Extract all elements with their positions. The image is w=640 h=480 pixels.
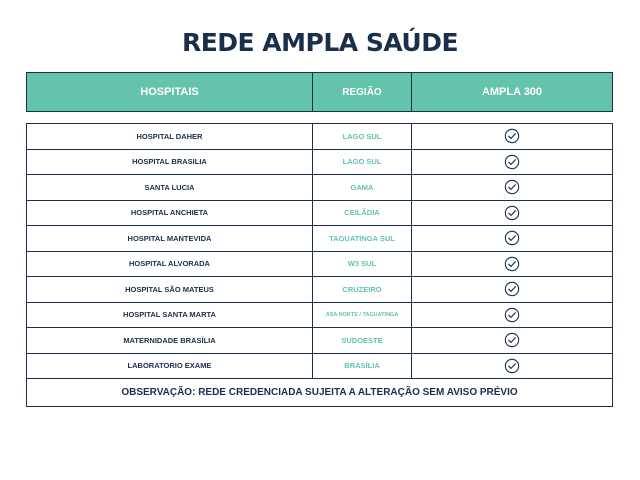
hospital-name: LABORATORIO EXAME [127, 361, 212, 371]
page-title: REDE AMPLA SAÚDE [181, 28, 459, 57]
region-name: LAGO SUL [312, 124, 411, 149]
check-icon [411, 252, 612, 277]
table-header [26, 72, 613, 112]
hospital-name: HOSPITAL SANTA MARTA [123, 310, 216, 320]
region-name: W3 SUL [312, 252, 411, 277]
table-row [27, 302, 612, 328]
check-icon [411, 201, 612, 226]
check-icon [411, 303, 612, 328]
check-icon [411, 124, 612, 149]
hospital-name: HOSPITAL MANTEVIDA [127, 233, 212, 243]
hospital-table [26, 123, 613, 407]
region-name: GAMA [312, 175, 411, 200]
hospital-name: HOSPITAL ANCHIETA [130, 208, 209, 218]
check-icon [411, 354, 612, 379]
region-name: LAGO SUL [312, 150, 411, 175]
region-name: CRUZEIRO [312, 277, 411, 302]
region-name: CEILÂDIA [312, 201, 411, 226]
region-name: SUDOESTE [312, 328, 411, 353]
table-row [27, 353, 612, 379]
header-regiao: REGIÃO [312, 73, 411, 111]
table-row [27, 251, 612, 277]
table-row [27, 174, 612, 200]
region-name: TAGUATINGA SUL [312, 226, 411, 251]
hospital-name: SANTA LUCIA [144, 182, 195, 192]
check-icon [411, 226, 612, 251]
disclaimer-note: OBSERVAÇÃO: REDE CREDENCIADA SUJEITA A ALTERAÇÃO SEM AVISO PRÉVIO [27, 378, 612, 406]
hospital-name: HOSPITAL DAHER [136, 131, 203, 141]
hospital-name: HOSPITAL ALVORADA [129, 259, 210, 269]
header-ampla-300: AMPLA 300 [411, 73, 612, 111]
table-row [27, 124, 612, 149]
hospital-name: MATERNIDADE BRASÍLIA [123, 335, 216, 345]
check-icon [411, 328, 612, 353]
table-row [27, 276, 612, 302]
check-icon [411, 150, 612, 175]
table-row [27, 200, 612, 226]
table-row [27, 149, 612, 175]
table-row [27, 225, 612, 251]
hospital-name: HOSPITAL SÃO MATEUS [125, 284, 214, 294]
region-name: ASA NORTE / TAGUATINGA [312, 303, 411, 328]
hospital-name: HOSPITAL BRASILIA [132, 157, 207, 167]
region-name: BRASÍLIA [312, 354, 411, 379]
header-hospitais: HOSPITAIS [140, 86, 199, 98]
check-icon [411, 277, 612, 302]
check-icon [411, 175, 612, 200]
table-row [27, 327, 612, 353]
